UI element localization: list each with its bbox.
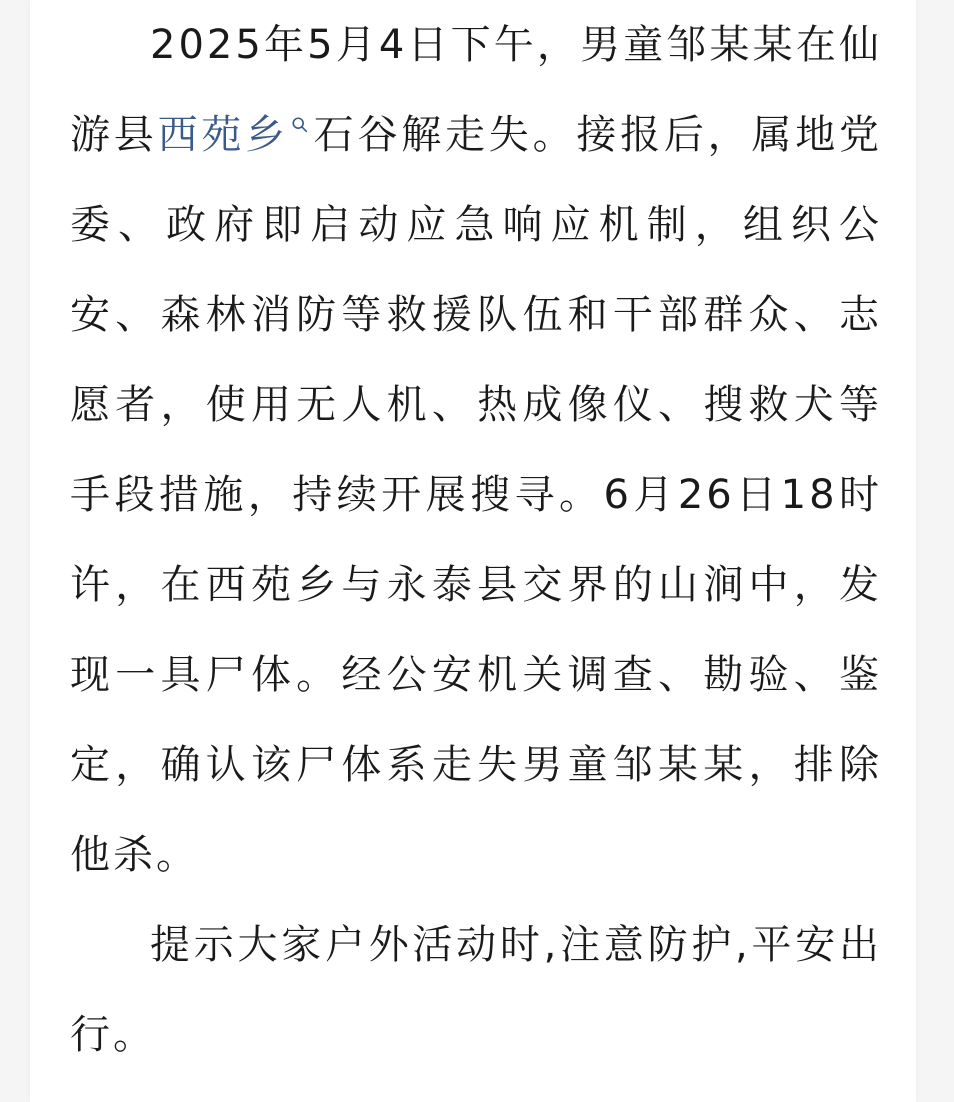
paragraph-1-text-start: 2025年5月4日下午，男童邹某某在仙游县: [70, 22, 882, 158]
keyword-link-xiyuan[interactable]: 西苑乡: [157, 112, 289, 158]
paragraph-2: 提示大家户外活动时,注意防护,平安出行。: [70, 922, 882, 1058]
article-page: [30, 0, 916, 1102]
article-body: [70, 0, 882, 1080]
paragraph-1: [70, 0, 882, 900]
paragraph-1-text-rest: 石谷解走失。接报后，属地党委、政府即启动应急响应机制，组织公安、森林消防等救援队伍和干部群众、志愿者，使用无人机、热成像仪、搜救犬等手段措施，持续开展搜寻。6月26日18时许，在西苑乡与永泰县交界的山涧中，发现一具尸体。经公安机关调查、勘验、鉴定，确认该尸体系走失男童邹某某，排除他杀。: [70, 112, 883, 878]
search-icon[interactable]: [291, 116, 309, 134]
